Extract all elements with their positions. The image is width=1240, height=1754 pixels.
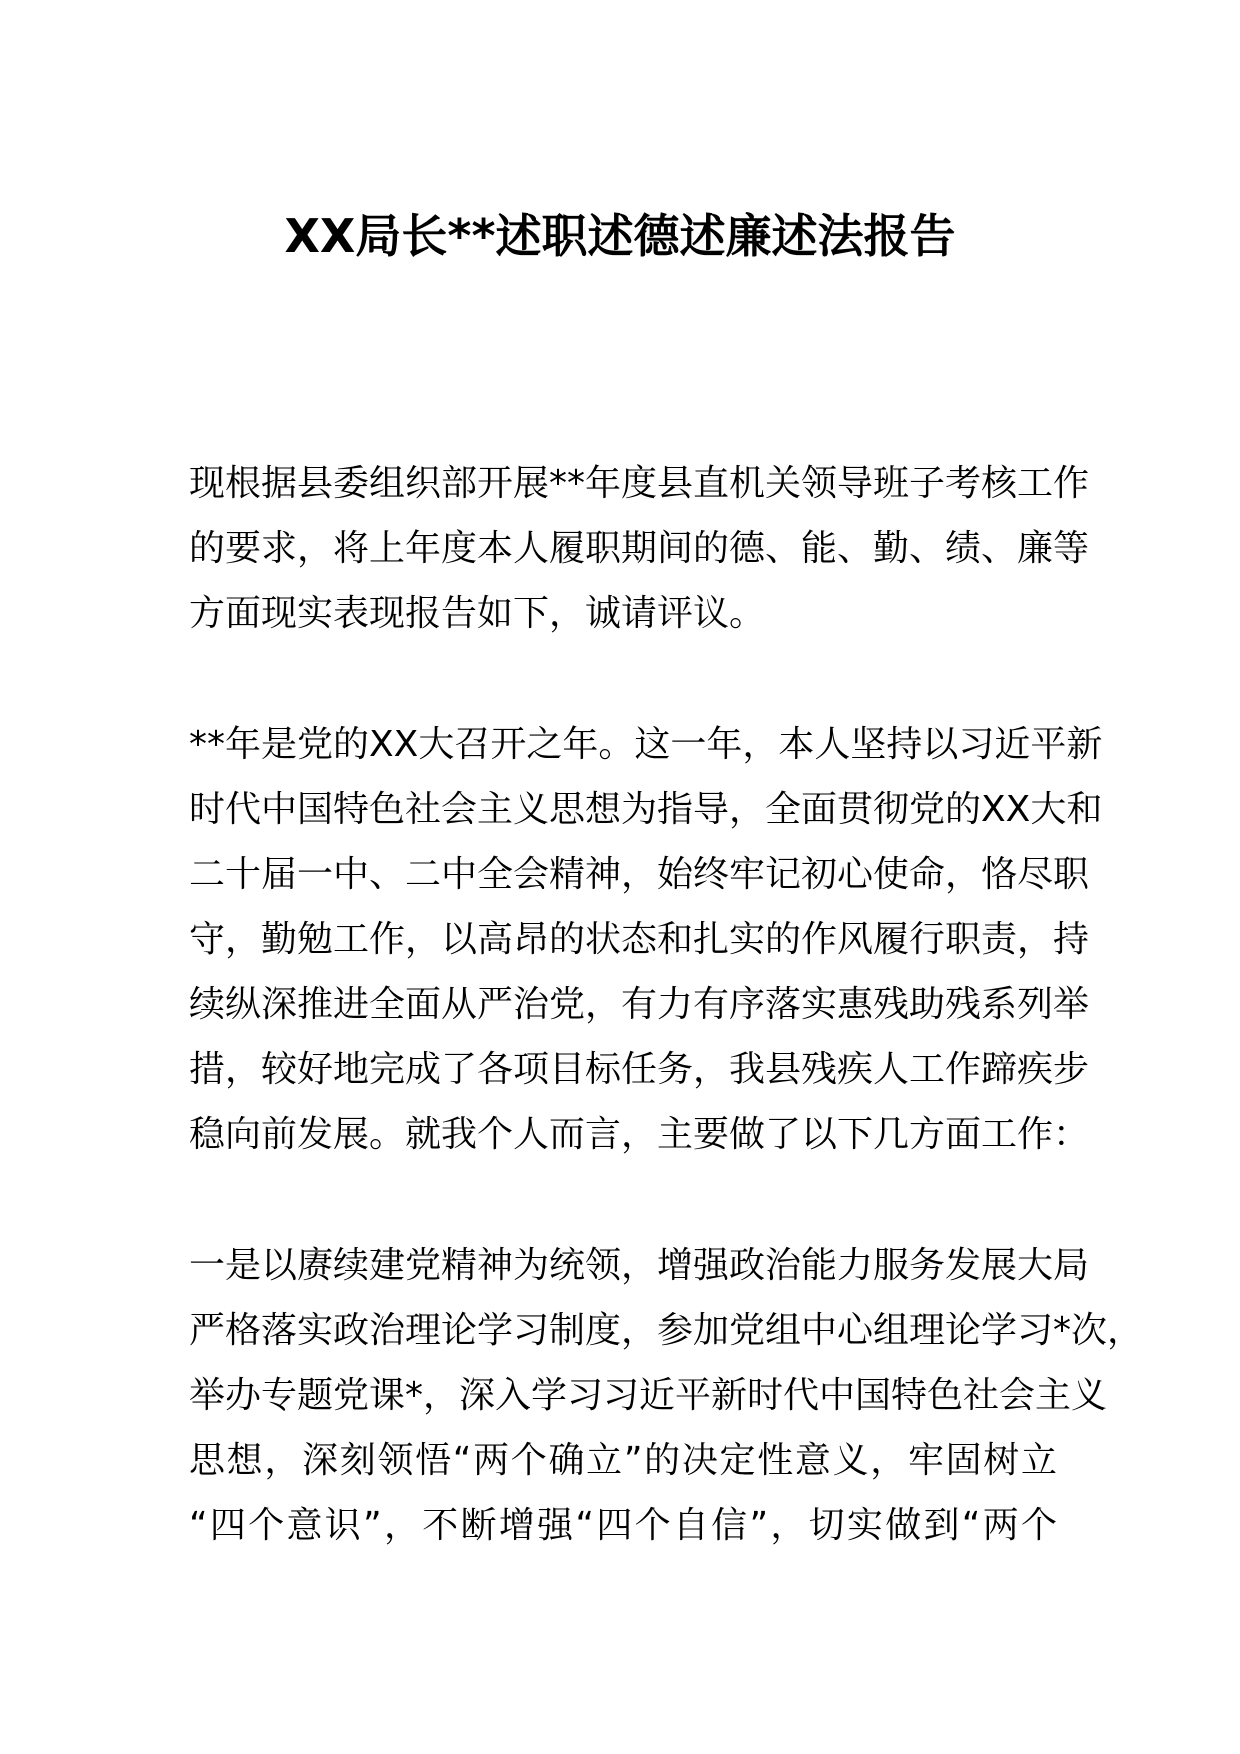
text-line: 续纵深推进全面从严治党，有力有序落实惠残助残系列举 (189, 984, 1090, 1025)
text-line: 时代中国特色社会主义思想为指导，全面贯彻党的XX大和 (189, 789, 1103, 830)
text-line: 方面现实表现报告如下，诚请评议。 (189, 593, 766, 634)
text-line: 措，较好地完成了各项目标任务，我县残疾人工作蹄疾步 (189, 1049, 1090, 1090)
text-line: 一是以赓续建党精神为统领，增强政治能力服务发展大局 (189, 1245, 1090, 1286)
text-line: “四个意识”，不断增强“四个自信”，切实做到“两个 (189, 1505, 1057, 1546)
paragraph-intro (189, 451, 1090, 646)
paragraph-section-one (189, 1233, 1144, 1558)
text-line: 举办专题党课*，深入学习习近平新时代中国特色社会主义 (189, 1375, 1108, 1416)
paragraph-overview (189, 712, 1103, 1167)
text-line: 严格落实政治理论学习制度，参加党组中心组理论学习*次， (189, 1310, 1144, 1351)
text-line: 二十届一中、二中全会精神，始终牢记初心使命，恪尽职 (189, 854, 1090, 895)
text-line: 现根据县委组织部开展**年度县直机关领导班子考核工作 (189, 463, 1090, 504)
document-title: XX局长**述职述德述廉述法报告 (284, 209, 956, 263)
text-line: 的要求，将上年度本人履职期间的德、能、勤、绩、廉等 (189, 528, 1090, 569)
text-line: 思想，深刻领悟“两个确立”的决定性意义，牢固树立 (189, 1440, 1057, 1481)
text-line: 守，勤勉工作，以高昂的状态和扎实的作风履行职责，持 (189, 919, 1090, 960)
document-body (189, 451, 1144, 1624)
text-line: **年是党的XX大召开之年。这一年，本人坚持以习近平新 (189, 724, 1103, 765)
text-line: 稳向前发展。就我个人而言，主要做了以下几方面工作： (189, 1114, 1090, 1155)
